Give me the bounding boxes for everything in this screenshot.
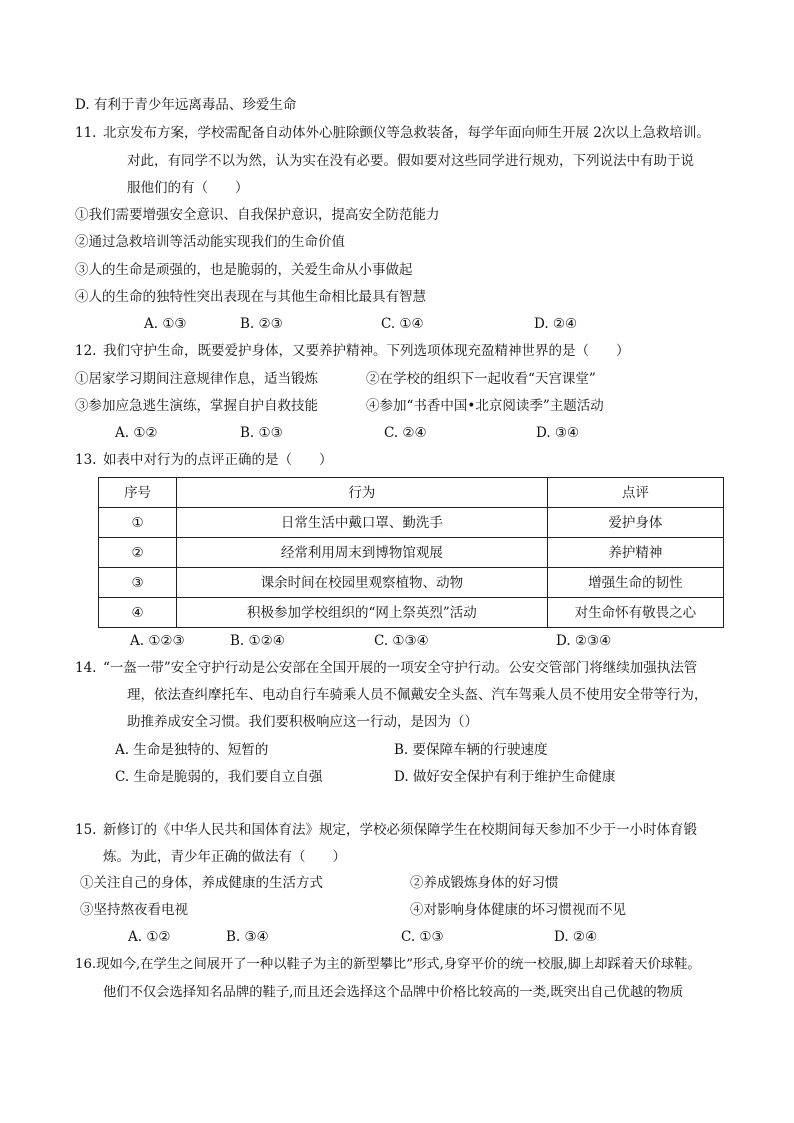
table-header: 行为 (177, 478, 548, 508)
q13-stem: 如表中对行为的点评正确的是（ ） (103, 452, 333, 468)
q13-option-c[interactable]: C. ①③④ (374, 633, 429, 649)
q11-stem: 北京发布方案，学校需配备自动体外心脏除颤仪等急救装备，每学年面向师生开展 2次以上急救培训。 (103, 125, 710, 141)
table-cell: 爱护身体 (547, 508, 723, 538)
table-header: 点评 (547, 478, 723, 508)
q11-statement: ③人的生命是顽强的，也是脆弱的，关爱生命从小事做起 (75, 262, 413, 278)
q15-option-a[interactable]: A. ①② (128, 929, 171, 945)
q14-stem: “一盔一带”安全守护行动是公安部在全国开展的一项安全守护行动。公安交管部门将继续加强执法管 (103, 660, 698, 676)
q14-option-c[interactable]: C. 生命是脆弱的，我们要自立自强 (115, 769, 323, 785)
q11-statement: ②通过急救培训等活动能实现我们的生命价值 (75, 234, 345, 250)
q12-statement: ③参加应急逃生演练，掌握自护自救技能 (75, 398, 318, 414)
q11-option-b[interactable]: B. ②③ (240, 316, 283, 332)
q13-option-a[interactable]: A. ①②③ (130, 633, 185, 649)
q10-option-d: D. 有利于青少年远离毒品、珍爱生命 (75, 97, 297, 113)
q12-option-d[interactable]: D. ③④ (536, 425, 580, 441)
q13-option-b[interactable]: B. ①②④ (230, 633, 285, 649)
q15-stem: 新修订的《中华人民共和国体育法》规定，学校必须保障学生在校期间每天参加不少于一小时体育锻 (103, 822, 697, 838)
q15-statement: ②养成锻炼身体的好习惯 (410, 875, 559, 891)
table-row (99, 598, 724, 628)
q12-option-c[interactable]: C. ②④ (384, 425, 427, 441)
q14-number: 14. (75, 660, 97, 676)
table-header-row (99, 478, 724, 508)
table-row (99, 508, 724, 538)
table-cell: 对生命怀有敬畏之心 (547, 598, 723, 628)
table-cell: 积极参加学校组织的“网上祭英烈”活动 (177, 598, 548, 628)
q12-option-a[interactable]: A. ①② (115, 425, 158, 441)
q13-number: 13. (75, 452, 97, 468)
table-cell: ④ (99, 598, 177, 628)
q15-option-b[interactable]: B. ③④ (226, 929, 269, 945)
q11-stem: 服他们的有（ ） (127, 180, 249, 196)
table-cell: 增强生命的韧性 (547, 568, 723, 598)
table-cell: ① (99, 508, 177, 538)
q14-stem: 助推养成安全习惯。我们要积极响应这一行动，是因为（） (127, 714, 478, 730)
q11-option-c[interactable]: C. ①④ (381, 316, 424, 332)
q15-option-d[interactable]: D. ②④ (554, 929, 598, 945)
q15-option-c[interactable]: C. ①③ (401, 929, 444, 945)
table-row (99, 568, 724, 598)
q15-statement: ①关注自己的身体，养成健康的生活方式 (80, 875, 323, 891)
q13-option-d[interactable]: D. ②③④ (556, 633, 612, 649)
q14-option-d[interactable]: D. 做好安全保护有利于维护生命健康 (394, 769, 616, 785)
table-cell: 日常生活中戴口罩、勤洗手 (177, 508, 548, 538)
q11-statement: ①我们需要增强安全意识、自我保护意识，提高安全防范能力 (75, 207, 440, 223)
table-cell: ③ (99, 568, 177, 598)
q15-statement: ③坚持熬夜看电视 (80, 902, 188, 918)
q12-option-b[interactable]: B. ①③ (240, 425, 283, 441)
q14-option-a[interactable]: A. 生命是独特的、短暂的 (115, 742, 269, 758)
q15-stem: 炼。为此，青少年正确的做法有（ ） (103, 849, 346, 865)
q16-stem: 16.现如今,在学生之间展开了一种以鞋子为主的新型攀比”形式,身穿平价的统一校服,脚上却踩着天价球鞋。 (75, 957, 701, 972)
table-header: 序号 (99, 478, 177, 508)
table-cell: 课余时间在校园里观察植物、动物 (177, 568, 548, 598)
q15-number: 15. (75, 822, 97, 838)
table-row (99, 538, 724, 568)
q12-statement: ②在学校的组织下一起收看“天宫课堂” (366, 371, 596, 387)
q11-number: 11. (75, 125, 97, 141)
q11-option-d[interactable]: D. ②④ (534, 316, 578, 332)
q11-option-a[interactable]: A. ①③ (144, 316, 187, 332)
q14-option-b[interactable]: B. 要保障车辆的行驶速度 (394, 742, 548, 758)
table-cell: ② (99, 538, 177, 568)
q14-stem: 理，依法查纠摩托车、电动自行车骑乘人员不佩戴安全头盔、汽车驾乘人员不使用安全带等行为， (127, 687, 708, 703)
q16-stem: 他们不仅会选择知名品牌的鞋子,而且还会选择这个品牌中价格比较高的一类,既突出自己优越的物质 (103, 985, 684, 1000)
q12-number: 12. (75, 343, 97, 359)
q11-statement: ④人的生命的独特性突出表现在与其他生命相比最具有智慧 (75, 289, 426, 305)
q15-statement: ④对影响身体健康的坏习惯视而不见 (410, 902, 626, 918)
q12-statement: ④参加“书香中国•北京阅读季”主题活动 (366, 398, 604, 414)
q12-stem: 我们守护生命，既要爱护身体，又要养护精神。下列选项体现充盈精神世界的是（ ） (103, 343, 630, 359)
q13-table (98, 477, 724, 628)
q11-stem: 对此，有同学不以为然，认为实在没有必要。假如要对这些同学进行规劝，下列说法中有助于说 (127, 153, 694, 169)
q12-statement: ①居家学习期间注意规律作息，适当锻炼 (75, 371, 318, 387)
table-cell: 经常利用周末到博物馆观展 (177, 538, 548, 568)
table-cell: 养护精神 (547, 538, 723, 568)
